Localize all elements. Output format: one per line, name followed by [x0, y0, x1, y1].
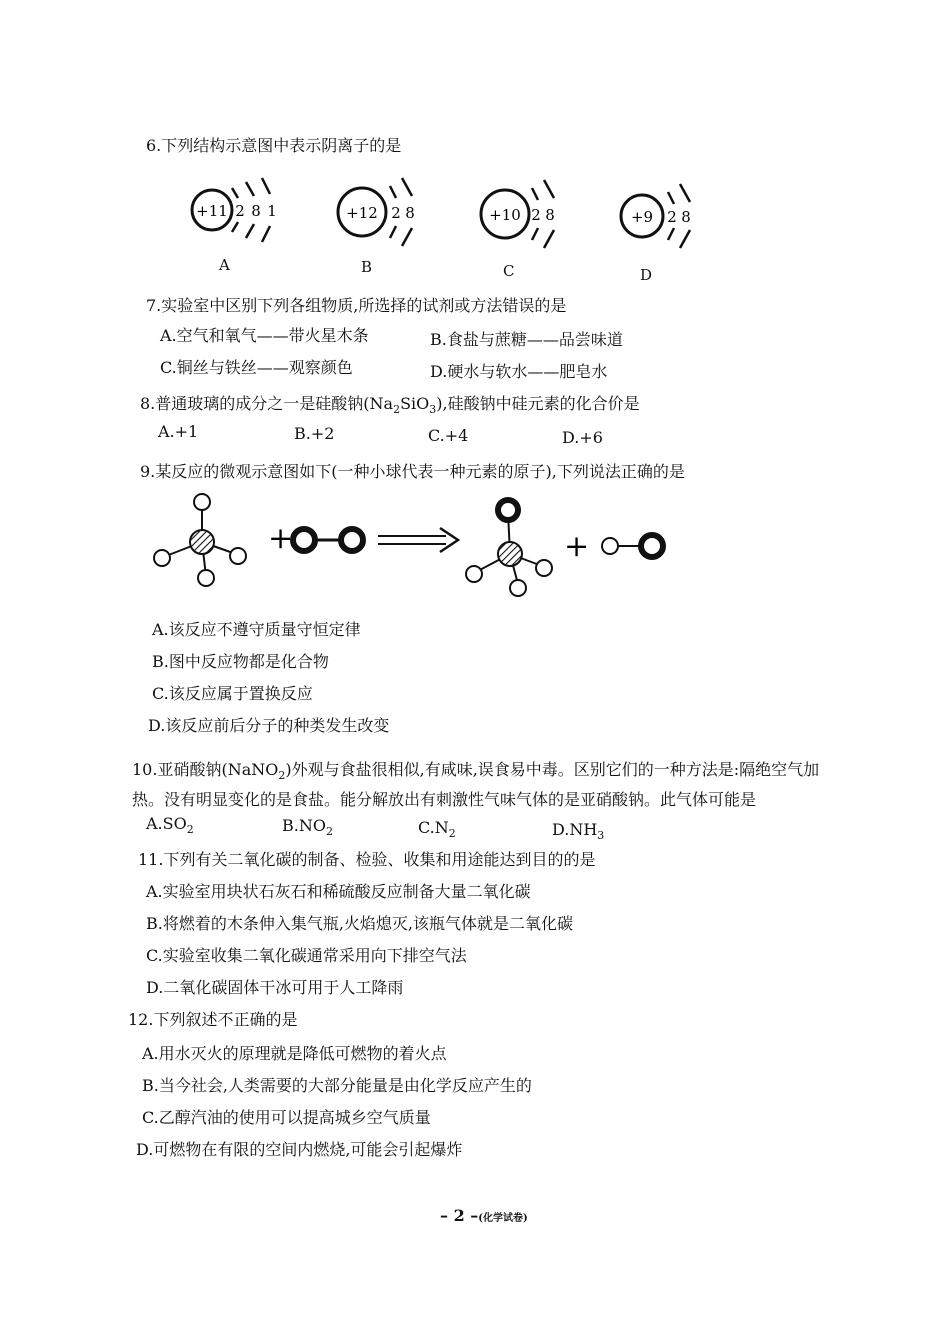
q9-option-a: A.该反应不遵守质量守恒定律 — [152, 620, 361, 639]
atom-b-shell-2: 8 — [405, 204, 415, 222]
q7-option-b: B.食盐与蔗糖——品尝味道 — [430, 330, 623, 349]
atom-d-label: D — [640, 266, 653, 284]
q10-line-2: 热。没有明显变化的是食盐。能分解放出有刺激性气味气体的是亚硝酸钠。此气体可能是 — [132, 790, 757, 809]
q11-option-b: B.将燃着的木条伸入集气瓶,火焰熄灭,该瓶气体就是二氧化碳 — [146, 914, 574, 933]
q9-option-b: B.图中反应物都是化合物 — [152, 652, 329, 671]
atom-d-shell-1: 2 — [667, 208, 677, 226]
q10-line-1-pre: 10.亚硝酸钠(NaNO — [132, 760, 279, 779]
atom-a-shell-1: 2 — [235, 202, 245, 220]
q7-option-a: A.空气和氧气——带火星木条 — [160, 326, 369, 345]
subject-label: (化学试卷) — [478, 1213, 528, 1224]
q10-line-1-sub: 2 — [278, 769, 286, 783]
atom-a-nucleus: +11 — [196, 202, 228, 220]
atom-c-label: C — [503, 262, 515, 280]
q7-option-c: C.铜丝与铁丝——观察颜色 — [160, 358, 353, 377]
atom-a-label: A — [219, 256, 230, 274]
page-number: – 2 – — [440, 1206, 479, 1225]
reaction-plus-1: + — [268, 521, 294, 556]
q8-option-a: A.+1 — [158, 422, 199, 441]
atom-d-nucleus: +9 — [630, 208, 654, 226]
q8-stem-pre: 8.普通玻璃的成分之一是硅酸钠(Na — [140, 394, 394, 413]
reaction-diagram — [140, 484, 700, 598]
q12-option-c: C.乙醇汽油的使用可以提高城乡空气质量 — [142, 1108, 431, 1127]
q9-option-c: C.该反应属于置换反应 — [152, 684, 313, 703]
q8-sub-2: 3 — [429, 403, 437, 417]
atom-b-nucleus: +12 — [346, 204, 378, 222]
q10-option-c: $C.N_2$ — [418, 818, 456, 841]
q9-option-d: D.该反应前后分子的种类发生改变 — [148, 716, 390, 735]
atom-a-shell-3: 1 — [267, 202, 277, 220]
q12-stem: 12.下列叙述不正确的是 — [128, 1010, 298, 1029]
product-molecule-2 — [602, 535, 663, 557]
q8-sub-1: 2 — [393, 403, 401, 417]
page-footer — [440, 1206, 528, 1225]
q10-option-d: $D.NH_3$ — [552, 820, 605, 843]
atom-a-shell-2: 8 — [251, 202, 261, 220]
q12-option-a: A.用水灭火的原理就是降低可燃物的着火点 — [142, 1044, 447, 1063]
product-molecule-1 — [466, 500, 552, 596]
q7-stem: 7.实验室中区别下列各组物质,所选择的试剂或方法错误的是 — [146, 296, 567, 315]
q10-option-a: $A.SO_2$ — [146, 814, 194, 837]
q10-option-b: $B.NO_2$ — [282, 816, 333, 839]
atom-b-shell-1: 2 — [391, 204, 401, 222]
q8-stem-mid: SiO — [400, 394, 430, 413]
atom-diagram-b — [330, 170, 480, 260]
q11-option-d: D.二氧化碳固体干冰可用于人工降雨 — [146, 978, 404, 997]
q10-line-1-post: )外观与食盐很相似,有咸味,误食易中毒。区别它们的一种方法是:隔绝空气加 — [285, 760, 820, 779]
atom-diagram-c — [472, 172, 622, 262]
q8-option-b: B.+2 — [294, 424, 335, 443]
q7-option-d: D.硬水与软水——肥皂水 — [430, 362, 608, 381]
reactant-molecule-2 — [293, 529, 363, 551]
atom-c-nucleus: +10 — [489, 206, 521, 224]
atom-c-shell-2: 8 — [545, 206, 555, 224]
q8-stem — [140, 394, 640, 420]
q8-stem-post: ),硅酸钠中硅元素的化合价是 — [436, 394, 640, 413]
q10-line-1 — [132, 760, 819, 786]
q8-option-c: C.+4 — [428, 426, 469, 445]
q6-stem: 6.下列结构示意图中表示阴离子的是 — [146, 136, 402, 155]
q12-option-b: B.当今社会,人类需要的大部分能量是由化学反应产生的 — [142, 1076, 532, 1095]
atom-diagram-a — [180, 170, 330, 260]
atom-c-shell-1: 2 — [531, 206, 541, 224]
q11-stem: 11.下列有关二氧化碳的制备、检验、收集和用途能达到目的的是 — [138, 850, 596, 869]
q12-option-d: D.可燃物在有限的空间内燃烧,可能会引起爆炸 — [136, 1140, 463, 1159]
q11-option-c: C.实验室收集二氧化碳通常采用向下排空气法 — [146, 946, 467, 965]
reaction-plus-2: + — [564, 529, 590, 564]
q9-stem: 9.某反应的微观示意图如下(一种小球代表一种元素的原子),下列说法正确的是 — [140, 462, 685, 481]
q11-option-a: A.实验室用块状石灰石和稀硫酸反应制备大量二氧化碳 — [146, 882, 531, 901]
reactant-molecule-1 — [154, 494, 246, 586]
q8-option-d: D.+6 — [562, 428, 603, 447]
atom-b-label: B — [361, 258, 373, 276]
reaction-arrow — [378, 528, 458, 552]
atom-diagram-d — [614, 174, 764, 264]
atom-d-shell-2: 8 — [681, 208, 691, 226]
